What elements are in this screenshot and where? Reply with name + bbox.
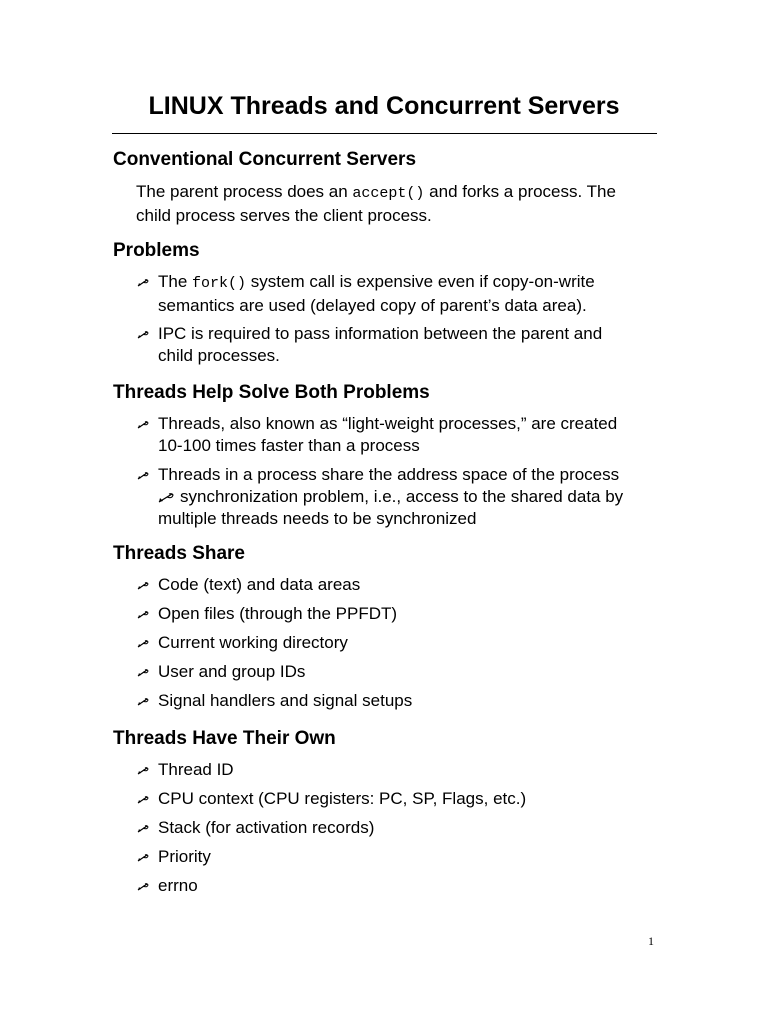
conventional-paragraph: [136, 181, 666, 227]
problems-item-1-rest: system call is expensive even if copy-on-write: [246, 272, 595, 291]
share-item-text: Current working directory: [158, 633, 348, 652]
writing-hand-icon: [136, 877, 150, 893]
title-rule: [112, 133, 657, 134]
problems-item-2-line-2: child processes.: [158, 346, 280, 365]
help-item-1-line-1: Threads, also known as “light-weight processes,” are created: [158, 414, 618, 433]
problems-item-1-prefix: The: [158, 272, 193, 291]
conventional-text-2: and forks a process. The: [424, 182, 616, 201]
writing-hand-icon: [136, 576, 150, 592]
problems-item-1-line-2: semantics are used (delayed copy of parent’s data area).: [158, 296, 587, 315]
writing-hand-icon: [136, 325, 150, 341]
own-item-text: Priority: [158, 847, 211, 866]
section-heading-share: Threads Share: [113, 543, 245, 564]
own-item-text: CPU context (CPU registers: PC, SP, Flags, etc.): [158, 789, 527, 808]
fork-code: fork(): [192, 275, 247, 292]
accept-code: accept(): [352, 185, 425, 202]
help-item-2-line-3: multiple threads needs to be synchronized: [158, 509, 477, 528]
conventional-text-3: child process serves the client process.: [136, 206, 432, 225]
section-heading-help: Threads Help Solve Both Problems: [113, 382, 430, 403]
own-item-text: Stack (for activation records): [158, 818, 375, 837]
section-heading-own: Threads Have Their Own: [113, 728, 336, 749]
help-item-1-line-2: 10-100 times faster than a process: [158, 436, 420, 455]
page-number: 1: [648, 934, 654, 948]
page-title: LINUX Threads and Concurrent Servers: [148, 92, 620, 120]
own-item-text: errno: [158, 876, 198, 895]
help-item-1-text: [158, 413, 666, 457]
help-item-2-line-1: Threads in a process share the address space of the process: [158, 465, 620, 484]
problems-item-2-line-1: IPC is required to pass information between the parent and: [158, 324, 603, 343]
writing-hand-icon: [136, 663, 150, 679]
writing-hand-icon: [136, 819, 150, 835]
writing-hand-icon: [136, 605, 150, 621]
writing-hand-icon: [136, 466, 150, 482]
section-heading-conventional: Conventional Concurrent Servers: [113, 149, 417, 170]
writing-hand-icon: [158, 490, 175, 504]
help-item-2-text: [158, 464, 666, 530]
writing-hand-icon: [136, 634, 150, 650]
writing-hand-icon: [136, 761, 150, 777]
share-item-text: Signal handlers and signal setups: [158, 691, 413, 710]
writing-hand-icon: [136, 273, 150, 289]
section-heading-problems: Problems: [113, 240, 200, 261]
share-item-text: Open files (through the PPFDT): [158, 604, 398, 623]
writing-hand-icon: [136, 692, 150, 708]
problems-item-2-text: [158, 323, 666, 367]
share-item-text: User and group IDs: [158, 662, 306, 681]
share-item-text: Code (text) and data areas: [158, 575, 361, 594]
writing-hand-icon: [136, 790, 150, 806]
writing-hand-icon: [136, 415, 150, 431]
writing-hand-icon: [136, 848, 150, 864]
problems-item-1-text: [158, 271, 666, 317]
conventional-text-1: The parent process does an: [136, 182, 353, 201]
own-item-text: Thread ID: [158, 760, 234, 779]
help-item-2-line-2: synchronization problem, i.e., access to the shared data by: [180, 487, 624, 506]
